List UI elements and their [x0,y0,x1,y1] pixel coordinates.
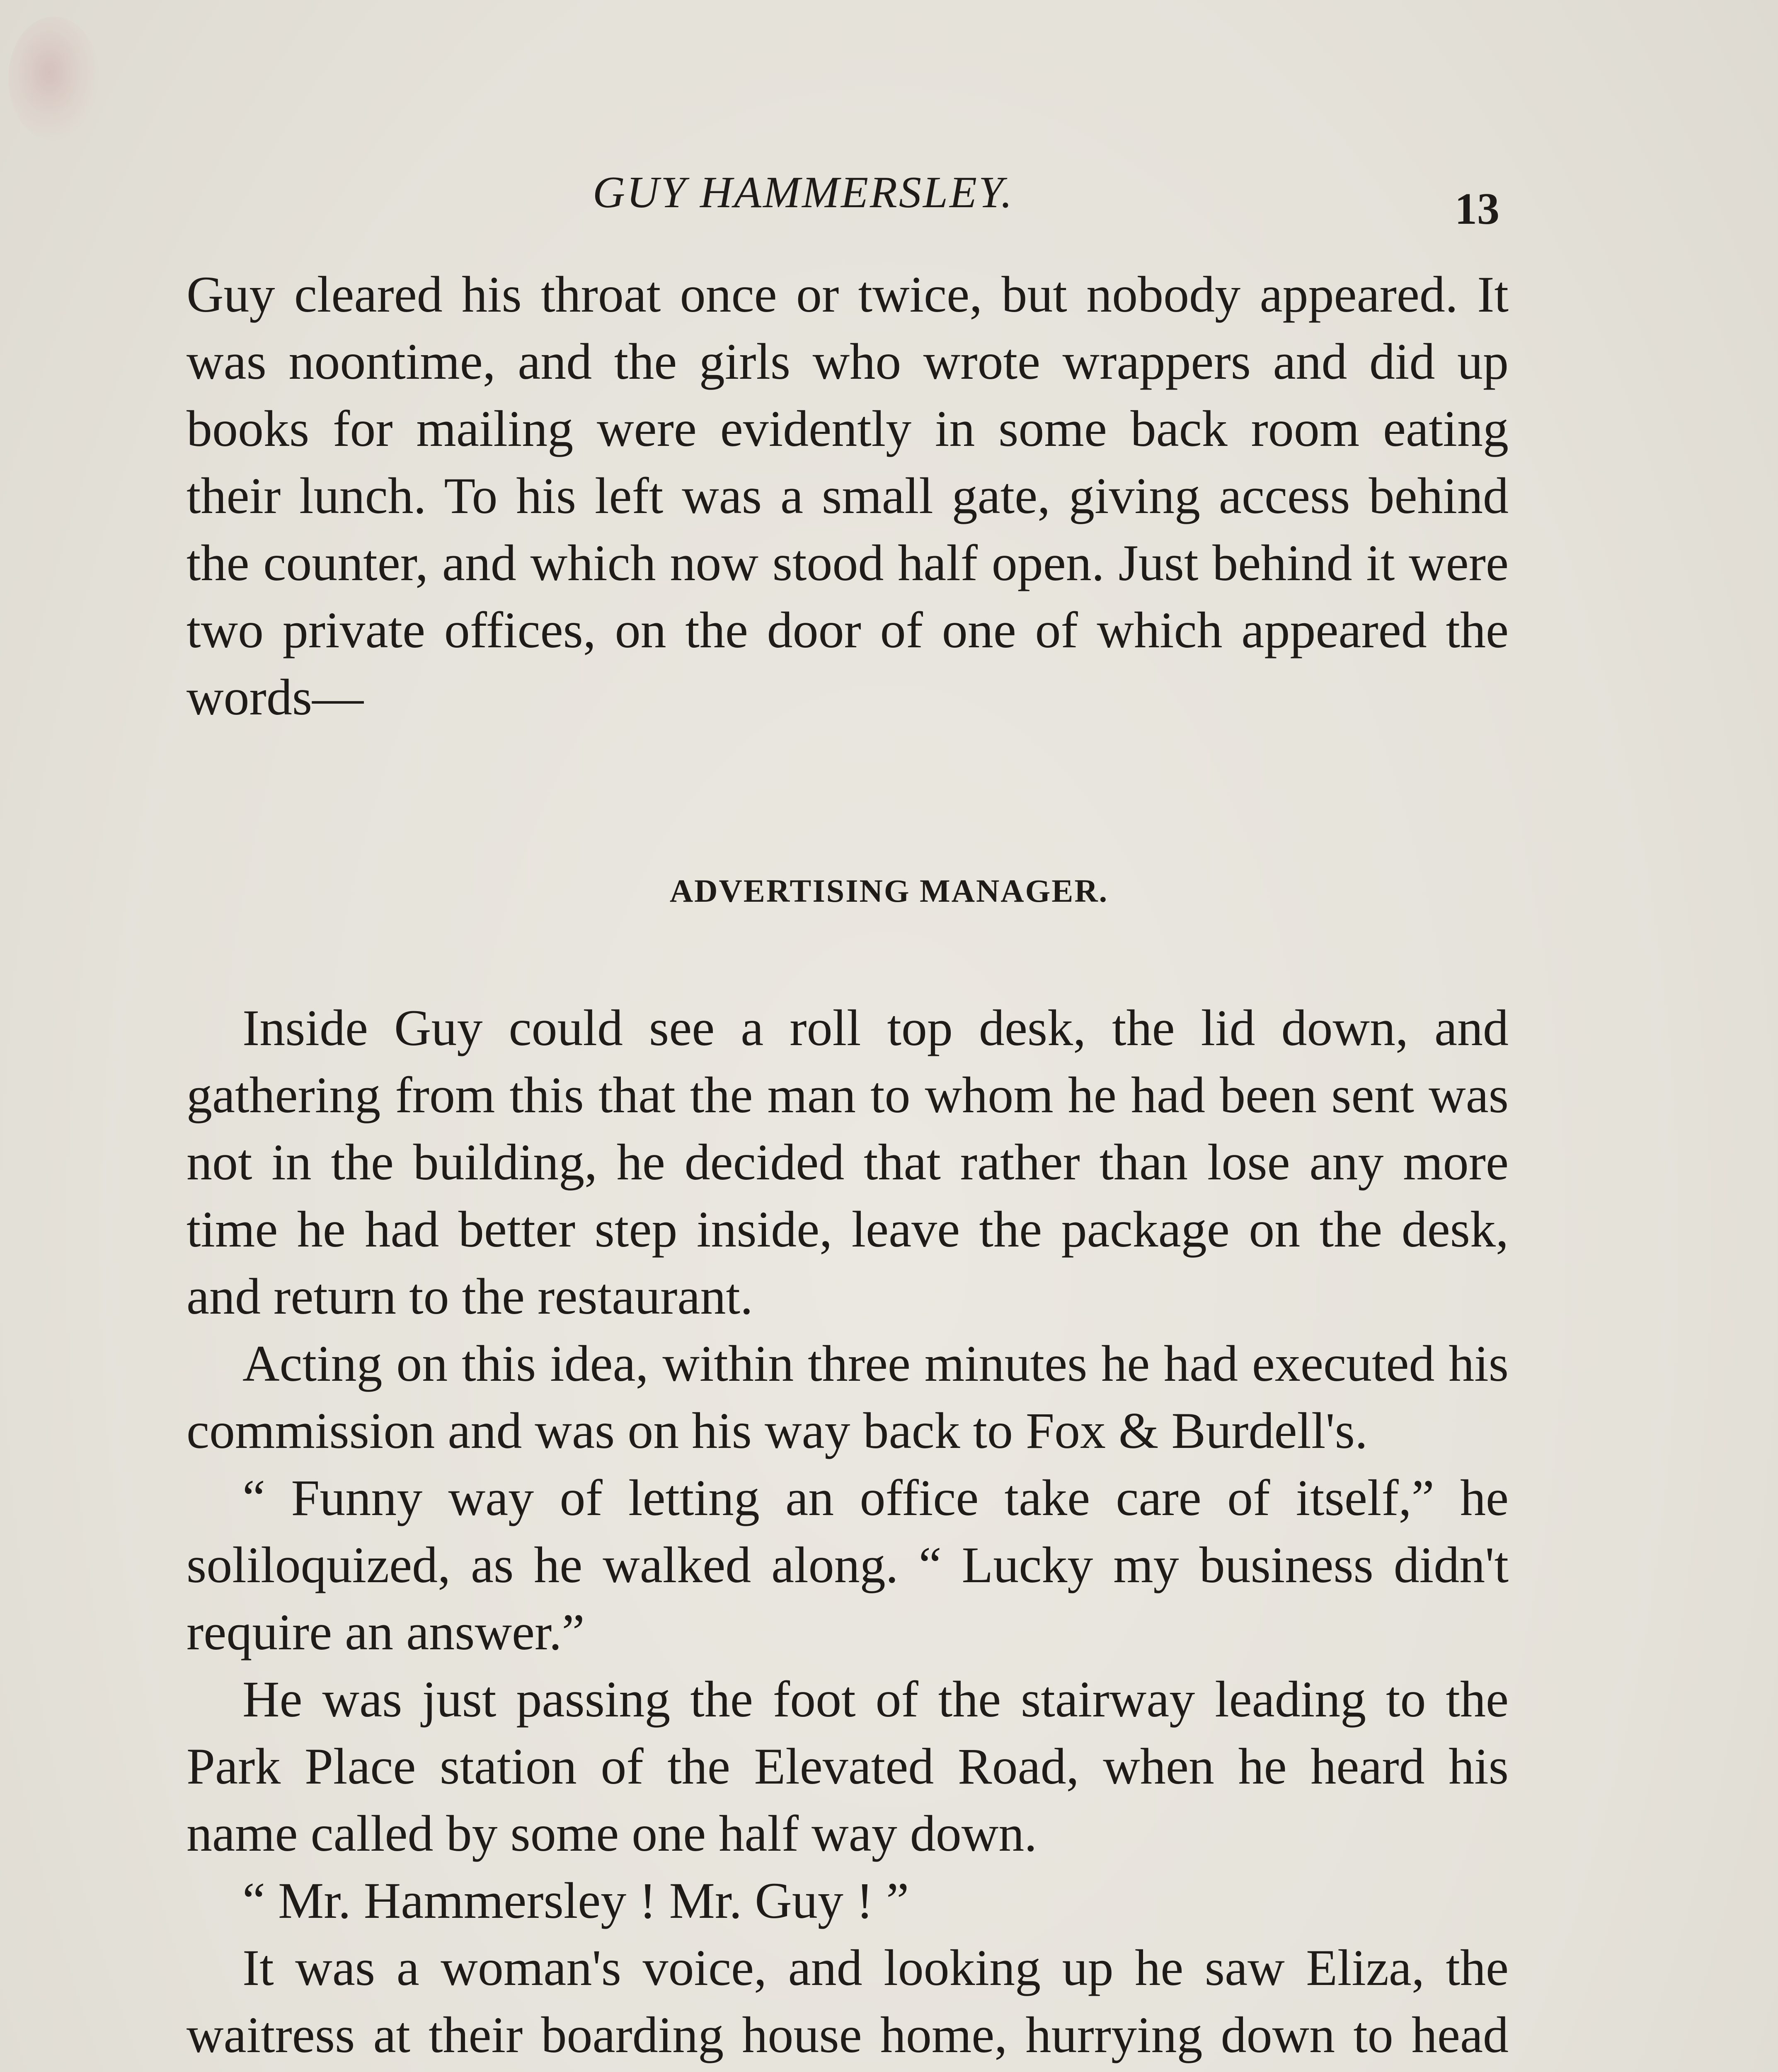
text-block-top [187,261,1509,731]
paragraph: It was a woman's voice, and looking up he saw Eliza, the waitress at their boarding house home, hurrying down to head [187,1939,1509,2063]
text-block-main [187,995,1509,2072]
page-number: 13 [1455,184,1499,234]
paragraph: Inside Guy could see a roll top desk, the lid down, and gathering from this that the man to whom he had been sent was not in the building, he decided that rather than lose any more time he had better step inside, leave the package on the desk, and return to the restaurant. [187,1000,1509,1325]
paragraph: Acting on this idea, within three minutes he had executed his commission and was on his way back to Fox & Burdell's. [187,1335,1509,1459]
door-sign-text: ADVERTISING MANAGER. [669,873,1109,909]
paragraph: “ Mr. Hammersley ! Mr. Guy ! ” [242,1872,909,1929]
paragraph: Guy cleared his throat once or twice, but nobody appeared. It was noontime, and the girls who wrote wrappers and did up books for mailing were evidently in some back room eating their lunch. To his left was a small gate, giving access behind the counter, and which now stood half open. Just behind it were two private offices, on the door of one of which appeared the words— [187,266,1509,726]
running-header [0,166,1778,234]
running-title: GUY HAMMERSLEY. [593,168,1014,217]
paragraph: “ Funny way of letting an office take care of itself,” he soliloquized, as he walked along. “ Lucky my business didn't require an answer.” [187,1469,1509,1661]
paragraph: He was just passing the foot of the stairway leading to the Park Place station of the Elevated Road, when he heard his name called by some one half way down. [187,1671,1509,1862]
paper-stain [8,17,99,141]
